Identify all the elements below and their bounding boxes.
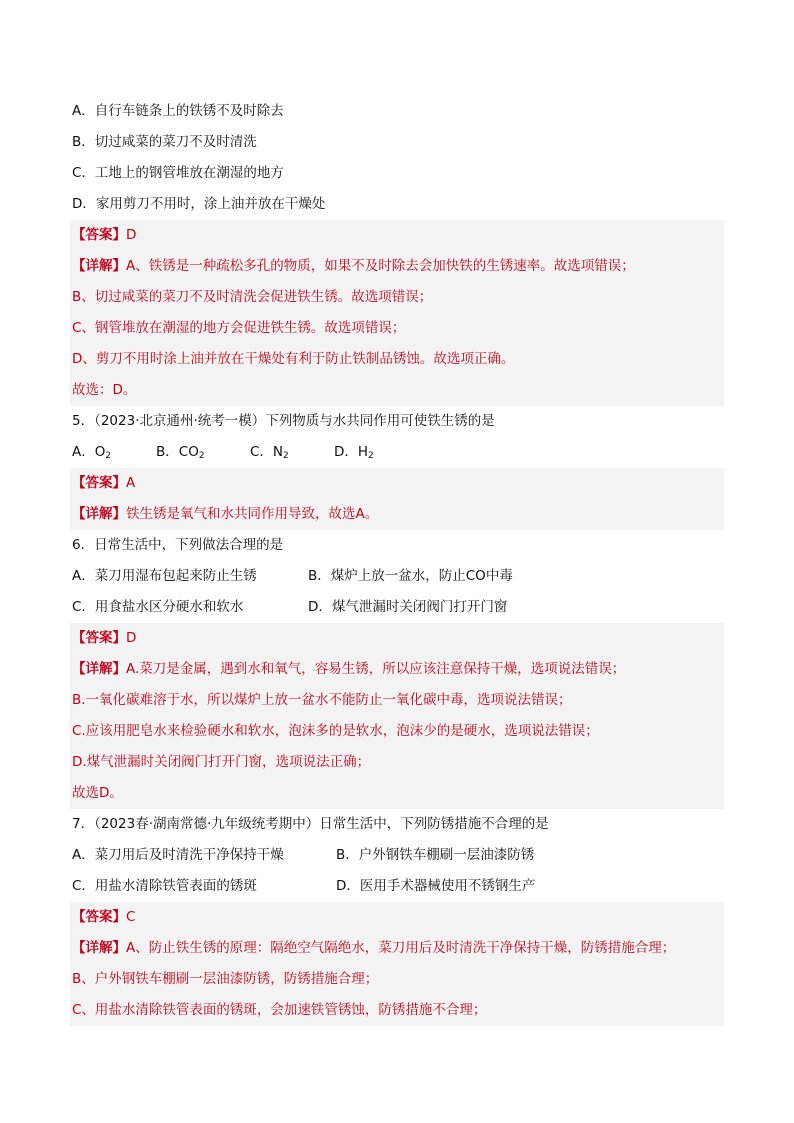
detail-tag: 【详解】 xyxy=(72,940,126,956)
q5-answer-block xyxy=(70,468,724,530)
q6-option-c: C．用食盐水区分硬水和软水 xyxy=(72,599,244,615)
q6-detail-line: B.一氧化碳难溶于水，所以煤炉上放一盆水不能防止一氧化碳中毒，选项说法错误； xyxy=(72,692,572,708)
q4-option-c: C．工地上的钢管堆放在潮湿的地方 xyxy=(72,165,284,181)
q7-stem: 7．（2023春·湖南常德·九年级统考期中）日常生活中，下列防锈措施不合理的是 xyxy=(72,816,549,832)
detail-tag: 【详解】 xyxy=(72,258,126,274)
answer-tag: 【答案】 xyxy=(72,475,126,491)
q6-option-d: D．煤气泄漏时关闭阀门打开门窗 xyxy=(308,599,508,615)
answer-value: D xyxy=(126,227,137,243)
detail-tag: 【详解】 xyxy=(72,506,126,522)
answer-value: A xyxy=(126,475,136,491)
q7-detail-line: 【详解】A、防止铁生锈的原理：隔绝空气隔绝水，菜刀用后及时清洗干净保持干燥，防锈措施合理； xyxy=(72,940,676,956)
q5-detail-line: 【详解】铁生锈是氧气和水共同作用导致，故选A。 xyxy=(72,506,379,522)
q6-options-row-2 xyxy=(70,592,724,623)
q5-option-a: A．$O_2$ xyxy=(72,444,112,461)
q5-option-b: B．$CO_2$ xyxy=(156,444,205,461)
answer-tag: 【答案】 xyxy=(72,909,126,925)
q6-options-row-1 xyxy=(70,561,724,592)
q7-options-row-2 xyxy=(70,871,724,902)
q5-stem: 5．（2023·北京通州·统考一模）下列物质与水共同作用可使铁生锈的是 xyxy=(72,413,495,429)
q6-detail-line: 故选D。 xyxy=(72,785,123,801)
q7-option-c: C．用盐水清除铁管表面的锈斑 xyxy=(72,878,257,894)
answer-value: D xyxy=(126,630,137,646)
q5-option-c: C．$N_2$ xyxy=(250,444,289,461)
q7-options-row-1 xyxy=(70,840,724,871)
detail-tag: 【详解】 xyxy=(72,661,126,677)
q4-detail-line: 故选：D。 xyxy=(72,382,137,398)
q6-detail-line: D.煤气泄漏时关闭阀门打开门窗，选项说法正确； xyxy=(72,754,371,770)
q6-stem: 6．日常生活中，下列做法合理的是 xyxy=(72,537,284,553)
q4-detail-line: 【详解】A、铁锈是一种疏松多孔的物质，如果不及时除去会加快铁的生锈速率。故选项错误； xyxy=(72,258,635,274)
q4-answer-block xyxy=(70,220,724,406)
q5-options xyxy=(70,437,724,468)
q5-answer xyxy=(70,468,724,499)
q4-detail-line: B、切过咸菜的菜刀不及时清洗会促进铁生锈。故选项错误； xyxy=(72,289,433,305)
q6-answer xyxy=(70,623,724,654)
q7-answer-block xyxy=(70,902,724,1026)
q7-detail-line: C、用盐水清除铁管表面的锈斑，会加速铁管锈蚀，防锈措施不合理； xyxy=(72,1002,487,1018)
q4-option-d: D．家用剪刀不用时，涂上油并放在干燥处 xyxy=(72,196,326,212)
q6-option-b: B．煤炉上放一盆水，防止CO中毒 xyxy=(308,568,513,584)
page-content xyxy=(70,96,724,1026)
q4-detail-line: D、剪刀不用时涂上油并放在干燥处有利于防止铁制品锈蚀。故选项正确。 xyxy=(72,351,515,367)
q5-option-d: D．$H_2$ xyxy=(334,444,374,461)
q6-detail-line: 【详解】A.菜刀是金属，遇到水和氧气，容易生锈，所以应该注意保持干燥，选项说法错误； xyxy=(72,661,626,677)
q7-option-b: B．户外钢铁车棚刷一层油漆防锈 xyxy=(336,847,535,863)
q7-option-a: A．菜刀用后及时清洗干净保持干燥 xyxy=(72,847,284,863)
q7-option-d: D．医用手术器械使用不锈钢生产 xyxy=(336,878,536,894)
q7-detail-line: B、户外钢铁车棚刷一层油漆防锈，防锈措施合理； xyxy=(72,971,379,987)
q6-option-a: A．菜刀用湿布包起来防止生锈 xyxy=(72,568,257,584)
q6-detail-line: C.应该用肥皂水来检验硬水和软水，泡沫多的是软水，泡沫少的是硬水，选项说法错误； xyxy=(72,723,599,739)
answer-tag: 【答案】 xyxy=(72,630,126,646)
q4-option-b: B．切过咸菜的菜刀不及时清洗 xyxy=(72,134,257,150)
q4-option-a: A．自行车链条上的铁锈不及时除去 xyxy=(72,103,284,119)
q6-answer-block xyxy=(70,623,724,809)
answer-tag: 【答案】 xyxy=(72,227,126,243)
q4-answer xyxy=(70,220,724,251)
q4-detail-line: C、钢管堆放在潮湿的地方会促进铁生锈。故选项错误； xyxy=(72,320,406,336)
answer-value: C xyxy=(126,909,136,925)
q7-answer xyxy=(70,902,724,933)
